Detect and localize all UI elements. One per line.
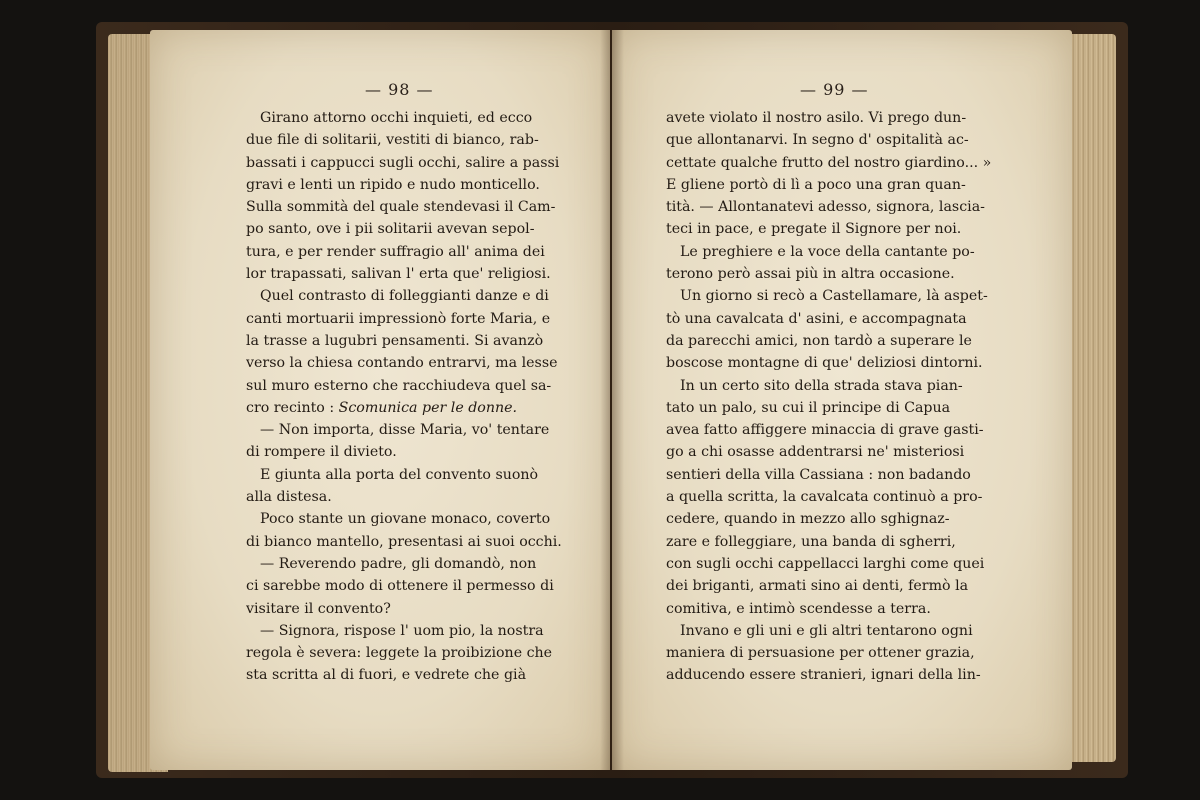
text-line-content: Quel contrasto di folleggianti danze e di [260,288,549,305]
text-line-content: bassati i cappucci sugli occhi, salire a passi [246,154,560,171]
text-line [246,330,580,352]
text-line-content: comitiva, e intimò scendesse a terra. [666,600,931,617]
text-line [666,196,996,218]
text-line-content: lor trapassati, salivan l' erta que' religiosi. [246,266,551,283]
text-line-content: da parecchi amici, non tardò a superare le [666,332,972,349]
text-line-content: cettate qualche frutto del nostro giardino... » [666,154,992,171]
text-line-content: teci in pace, e pregate il Signore per noi. [666,221,962,238]
text-line [246,553,580,575]
text-line [666,241,996,263]
text-line-content: avea fatto affiggere minaccia di grave gasti- [666,422,984,439]
text-line [246,598,580,620]
text-line-content: di bianco mantello, presentasi ai suoi occhi. [246,533,562,550]
text-line-content: due file di solitarii, vestiti di bianco, rab- [246,132,539,149]
text-line-content: que allontanarvi. In segno d' ospitalità ac- [666,132,969,149]
text-line [666,397,996,419]
text-line [666,464,996,486]
text-line [246,241,580,263]
text-line [246,486,580,508]
text-line-content: gravi e lenti un ripido e nudo monticello. [246,176,540,193]
text-line [246,107,580,129]
text-line [246,620,580,642]
book-gutter [600,30,624,770]
text-line-content: — Non importa, disse Maria, vo' tentare [260,422,550,439]
text-line [666,441,996,463]
text-line-content: tità. — Allontanatevi adesso, signora, lascia- [666,199,985,216]
text-line [246,129,580,151]
italic-inscription: Scomunica per le donne. [338,399,518,416]
page-number-right: — 99 — [800,80,869,99]
text-line [666,174,996,196]
text-line-content: tato un palo, su cui il principe di Capua [666,399,951,416]
text-line-content: regola è severa: leggete la proibizione che [246,645,553,662]
text-line [666,129,996,151]
text-line [666,642,996,664]
text-line-content: adducendo essere stranieri, ignari della lin- [666,667,981,684]
text-line [246,642,580,664]
text-line-content: con sugli occhi cappellacci larghi come quei [666,555,985,572]
text-line [666,107,996,129]
text-line [666,620,996,642]
text-line-content: verso la chiesa contando entrarvi, ma lesse [246,355,558,372]
text-line-content: cro recinto : [246,399,339,416]
text-line [666,263,996,285]
text-line-content: ci sarebbe modo di ottenere il permesso di [246,578,554,595]
text-line [246,464,580,486]
text-line-content: sentieri della villa Cassiana : non badando [666,466,971,483]
text-line [246,575,580,597]
text-line [246,397,580,419]
text-line [666,598,996,620]
text-line-content: Invano e gli uni e gli altri tentarono ogni [680,622,973,639]
text-line [246,308,580,330]
text-line [666,575,996,597]
text-line-content: Girano attorno occhi inquieti, ed ecco [260,110,533,126]
right-page [612,30,1072,770]
text-line-content: maniera di persuasione per ottener grazia, [666,645,975,662]
right-page-text [666,107,996,687]
text-line [666,419,996,441]
text-line [666,330,996,352]
text-line-content: Sulla sommità del quale stendevasi il Cam- [246,199,556,216]
text-line-content: sta scritta al di fuori, e vedrete che già [246,667,527,684]
text-line-content: canti mortuarii impressionò forte Maria, e [246,310,551,327]
text-line-content: sul muro esterno che racchiudeva quel sa- [246,377,552,394]
text-line [246,441,580,463]
text-line-content: terono però assai più in altra occasione. [666,266,955,283]
text-line [246,174,580,196]
text-line [246,196,580,218]
text-line [246,531,580,553]
text-line [666,486,996,508]
text-line [666,218,996,240]
text-line [246,508,580,530]
text-line-content: a quella scritta, la cavalcata continuò a pro- [666,489,983,506]
text-line [666,352,996,374]
text-line-content: — Signora, rispose l' uom pio, la nostra [260,622,544,639]
text-line-content: cedere, quando in mezzo allo sghignaz- [666,511,950,528]
left-page [150,30,610,770]
text-line [246,218,580,240]
text-line [666,152,996,174]
text-line-content: zare e folleggiare, una banda di sgherri, [666,533,956,550]
text-line-content: go a chi osasse addentrarsi ne' misteriosi [666,444,965,461]
text-line-content: la trasse a lugubri pensamenti. Si avanzò [246,332,544,349]
text-line-content: boscose montagne di que' deliziosi dintorni. [666,355,983,372]
text-line [666,531,996,553]
page-number-left: — 98 — [365,80,434,99]
text-line-content: tò una cavalcata d' asini, e accompagnata [666,310,967,327]
text-line [246,664,580,686]
text-line-content: Le preghiere e la voce della cantante po- [680,243,975,260]
text-line-content: visitare il convento? [246,600,391,617]
text-line-content: alla distesa. [246,489,332,506]
text-line [666,375,996,397]
text-line-content: Poco stante un giovane monaco, coverto [260,511,551,528]
text-line-content: dei briganti, armati sino ai denti, fermò la [666,578,969,595]
text-line [246,263,580,285]
text-line-content: avete violato il nostro asilo. Vi prego dun- [666,110,967,126]
text-line-content: di rompere il divieto. [246,444,397,461]
text-line-content: In un certo sito della strada stava pian- [680,377,963,394]
text-line [246,419,580,441]
text-line [666,308,996,330]
text-line [246,285,580,307]
text-line [246,152,580,174]
text-line [666,508,996,530]
text-line [666,664,996,686]
text-line-content: Un giorno si recò a Castellamare, là aspet- [680,288,988,305]
text-line-content: — Reverendo padre, gli domandò, non [260,555,537,572]
text-line [246,352,580,374]
text-line-content: E gliene portò di lì a poco una gran quan- [666,176,966,193]
text-line-content: tura, e per render suffragio all' anima dei [246,243,545,260]
left-page-text [246,107,580,687]
text-line-content: E giunta alla porta del convento suonò [260,466,539,483]
text-line [666,553,996,575]
text-line [666,285,996,307]
text-line-content: po santo, ove i pii solitarii avevan sepol- [246,221,535,238]
text-line [246,375,580,397]
